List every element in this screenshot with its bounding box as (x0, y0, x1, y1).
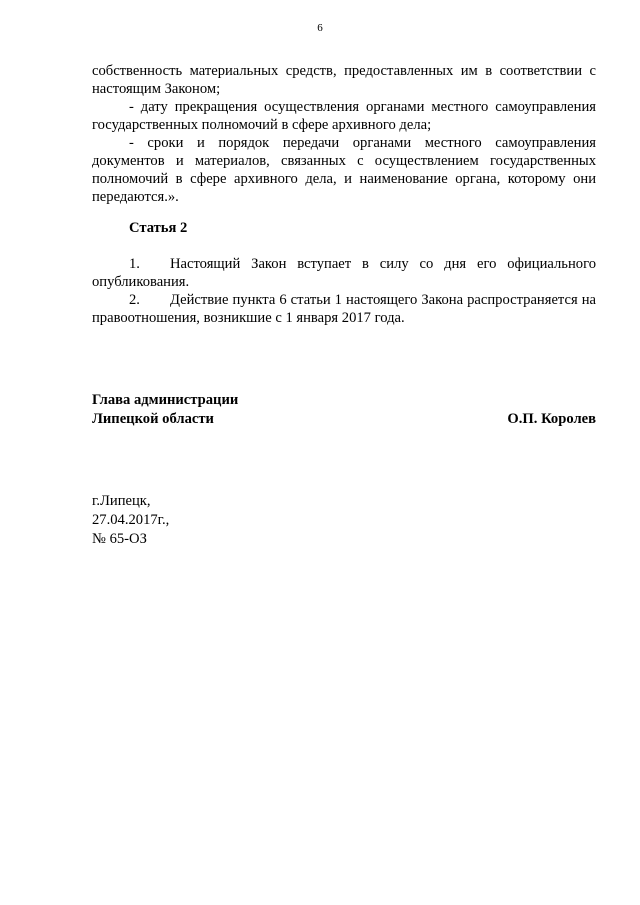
signatory-title-line-1: Глава администрации (92, 392, 239, 408)
page-number: 6 (317, 22, 323, 34)
signatory-name: О.П. Королев (507, 411, 596, 427)
signatory-title-line-2: Липецкой области (92, 411, 214, 427)
article-item-1-text: Настоящий Закон вступает в силу со дня его официального опубликования. (92, 256, 596, 290)
article-heading: Статья 2 (129, 220, 188, 236)
signature-row (92, 410, 596, 429)
signature-block (92, 391, 596, 429)
article-item-2-text: Действие пункта 6 статьи 1 настоящего Закона распространяется на правоотношения, возникшие с 1 января 2017 года. (92, 292, 596, 326)
article-item-1 (92, 255, 596, 291)
footer-law-number: № 65-ОЗ (92, 531, 147, 547)
article-2-items (92, 255, 596, 327)
article-item-2-number: 2. (129, 292, 140, 308)
continuation-paragraph-1: собственность материальных средств, предоставленных им в соответствии с настоящим Законом; (92, 63, 596, 97)
article-item-2 (92, 291, 596, 327)
footer-date: 27.04.2017г., (92, 512, 170, 528)
continuation-text (92, 62, 596, 206)
continuation-paragraph-2: - дату прекращения осуществления органами местного самоуправления государственных полномочий в сфере архивного дела; (92, 99, 596, 133)
continuation-paragraph-3: - сроки и порядок передачи органами местного самоуправления документов и материалов, связанных с осуществлением государственных полномочий в сфере архивного дела, и наименование органа, которому они передаются.». (92, 135, 596, 205)
document-footer (92, 492, 169, 549)
article-item-1-number: 1. (129, 256, 140, 272)
footer-city: г.Липецк, (92, 493, 151, 509)
